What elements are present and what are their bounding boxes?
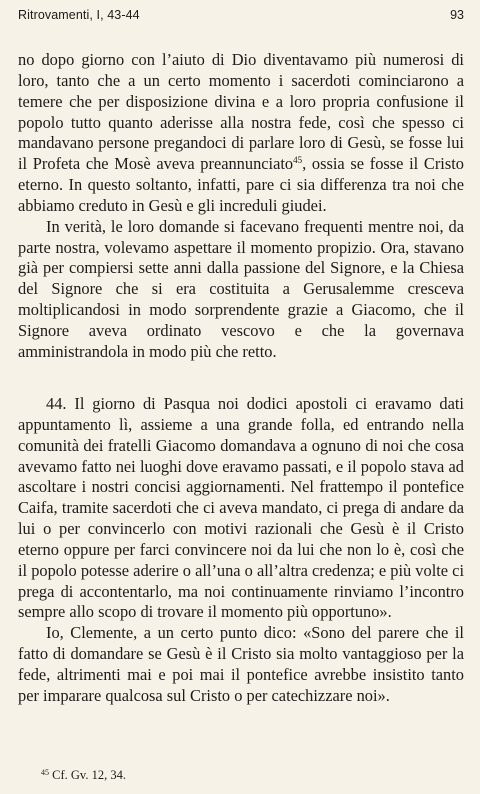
text-block-lower [18,394,464,707]
paragraph-2: In verità, le loro domande si facevano frequenti mentre noi, da parte nostra, volevamo aspettare il momento propizio. Ora, stavano già per compiersi sette anni dalla passione del Signore, e la Chiesa del Signore che si era costituita a Gerusalemme cresceva moltiplicandosi in modo sorprendente grazie a Giacomo, che il Signore aveva ordinato vescovo e che la governava amministrandola in modo più che retto. [18,216,464,361]
book-page [18,0,464,794]
running-header [18,8,464,26]
footnote-number: 45 [41,768,49,777]
page-number: 93 [450,8,464,22]
footnote-reference: 45 [293,155,303,166]
footnote-text: Cf. Gv. 12, 34. [52,768,126,782]
paragraph-4: Io, Clemente, a un certo punto dico: «Sono del parere che il fatto di domandare se Gesù è il Cristo sia molto vantaggioso per la fede, altrimenti mai e poi mai il pontefice avrebbe insistito tanto per imparare qualcosa sul Cristo o per catechizzare noi». [18,623,464,705]
paragraph-section-44: 44. Il giorno di Pasqua noi dodici apostoli ci eravamo dati appuntamento lì, assieme a una grande folla, ed entrando nella comunità dei fratelli Giacomo domandava a ognuno di noi che cosa avevamo fatto nei luoghi dove eravamo passati, e il popolo stava ad ascoltare i nostri concisi aggiornamenti. Nel frattempo il pontefice Caifa, tramite sacerdoti che ci aveva mandato, ci prega di andare da lui o per convincerlo con motivi razionali che Gesù è il Cristo eterno oppure per farci convincere noi da lui che non lo è, così che il popolo potesse aderire o all’una o all’altra credenza; e più volte ci prega di accontentarlo, ma noi continuamente rinviamo l’incontro sempre allo scopo di trovare il momento più opportuno». [18,394,465,622]
text-block-upper [18,50,464,363]
running-title: Ritrovamenti, I, 43-44 [18,8,140,22]
footnote [41,768,126,783]
paragraph-1-text-a: no dopo giorno con l’aiuto di Dio diventavamo più numerosi di loro, tanto che a un certo momento i sacerdoti cominciarono a temere che per disposizione divina e a loro propria confusione il popolo tutto quanto aderisse alla nostra fede, così che spesso ci mandavano persone pregandoci di parlare loro di Gesù, se fosse lui il Profeta che Mosè aveva preannunciato [18,50,464,174]
paragraph-continuation [18,50,464,217]
paragraph-1-text-b: , ossia se fosse il Cristo eterno. In questo soltanto, infatti, pare ci sia differenza tra noi che abbiamo creduto in Gesù e gli increduli giudei. [18,154,464,215]
